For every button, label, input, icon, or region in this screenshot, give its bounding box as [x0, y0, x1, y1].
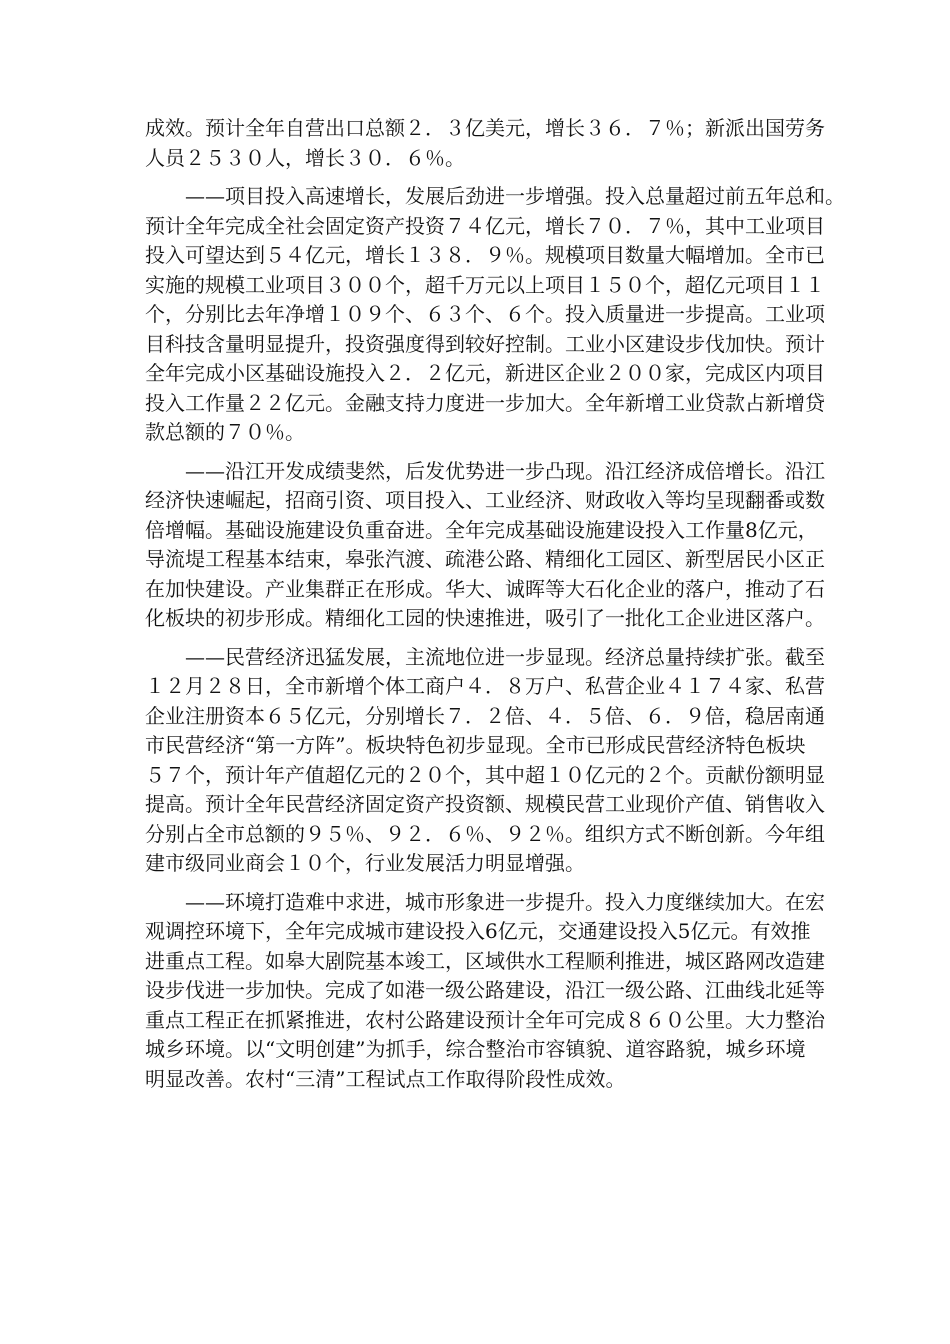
text-line: 分别占全市总额的９５％、９２．６％、９２％。组织方式不断创新。今年组: [145, 821, 825, 846]
text-line: 设步伐进一步加快。完成了如港一级公路建设，沿江一级公路、江曲线北延等: [145, 978, 825, 1002]
text-line: 倍增幅。基础设施建设负重奋进。全年完成基础设施建设投入工作量8亿元，: [145, 517, 818, 542]
text-line: 提高。预计全年民营经济固定资产投资额、规模民营工业现价产值、销售收入: [145, 792, 825, 816]
text-line: 进重点工程。如皋大剧院基本竣工，区域供水工程顺利推进，城区路网改造建: [145, 948, 825, 973]
text-line: 观调控环境下，全年完成城市建设投入6亿元，交通建设投入5亿元。有效推: [145, 919, 811, 943]
text-line: 经济快速崛起，招商引资、项目投入、工业经济、财政收入等均呈现翻番或数: [145, 488, 825, 512]
text-line: 投入工作量２２亿元。金融支持力度进一步加大。全年新增工业贷款占新增贷: [145, 390, 825, 415]
text-line: 企业注册资本６５亿元，分别增长７．２倍、４．５倍、６．９倍，稳居南通: [145, 703, 825, 728]
paragraph-private-economy: [145, 643, 825, 879]
text-line: 目科技含量明显提升，投资强度得到较好控制。工业小区建设步伐加快。预计: [145, 331, 825, 356]
text-line: 个，分别比去年净增１０９个、６３个、６个。投入质量进一步提高。工业项: [145, 302, 825, 326]
text-line: 全年完成小区基础设施投入２．２亿元，新进区企业２００家，完成区内项目: [145, 361, 825, 385]
text-line: 市民营经济“第一方阵”。板块特色初步显现。全市已形成民营经济特色板块: [145, 733, 806, 757]
text-line: 预计全年完成全社会固定资产投资７４亿元，增长７０．７％，其中工业项目: [145, 213, 825, 238]
text-line: 款总额的７０％。: [145, 420, 305, 444]
paragraph-riverside-development: [145, 457, 825, 634]
paragraph-project-investment: [145, 182, 845, 448]
text-line: 建市级同业商会１０个，行业发展活力明显增强。: [145, 851, 585, 875]
text-line: ——沿江开发成绩斐然，后发优势进一步凸现。沿江经济成倍增长。沿江: [185, 458, 825, 483]
text-line: 城乡环境。以“文明创建”为抓手，综合整治市容镇貌、道容路貌，城乡环境: [145, 1037, 806, 1061]
text-line: 化板块的初步形成。精细化工园的快速推进，吸引了一批化工企业进区落户。: [145, 606, 825, 630]
text-line: 投入可望达到５４亿元，增长１３８．９％。规模项目数量大幅增加。全市已: [145, 243, 825, 267]
text-line: 重点工程正在抓紧推进，农村公路建设预计全年可完成８６０公里。大力整治: [145, 1007, 825, 1032]
paragraph-environment: [145, 888, 825, 1095]
text-line: ５７个，预计年产值超亿元的２０个，其中超１０亿元的２个。贡献份额明显: [145, 762, 825, 787]
text-line: 导流堤工程基本结束，皋张汽渡、疏港公路、精细化工园区、新型居民小区正: [145, 547, 825, 571]
text-line: 成效。预计全年自营出口总额２．３亿美元，增长３６．７％；新派出国劳务: [145, 116, 825, 140]
text-line: ——环境打造难中求进，城市形象进一步提升。投入力度继续加大。在宏: [185, 889, 825, 914]
text-line: 在加快建设。产业集群正在形成。华大、诚晖等大石化企业的落户，推动了石: [145, 576, 825, 601]
paragraph-export: [145, 114, 825, 173]
text-line: ——民营经济迅猛发展，主流地位进一步显现。经济总量持续扩张。截至: [185, 644, 825, 669]
text-line: 明显改善。农村“三清”工程试点工作取得阶段性成效。: [145, 1066, 626, 1091]
text-line: １２月２８日，全市新增个体工商户４．８万户、私营企业４１７４家、私营: [145, 674, 825, 698]
text-line: 实施的规模工业项目３００个，超千万元以上项目１５０个，超亿元项目１１: [145, 272, 825, 297]
body-text: [145, 114, 845, 1103]
text-line: ——项目投入高速增长，发展后劲进一步增强。投入总量超过前五年总和。: [185, 184, 845, 208]
text-line: 人员２５３０人，增长３０．６％。: [145, 145, 465, 170]
